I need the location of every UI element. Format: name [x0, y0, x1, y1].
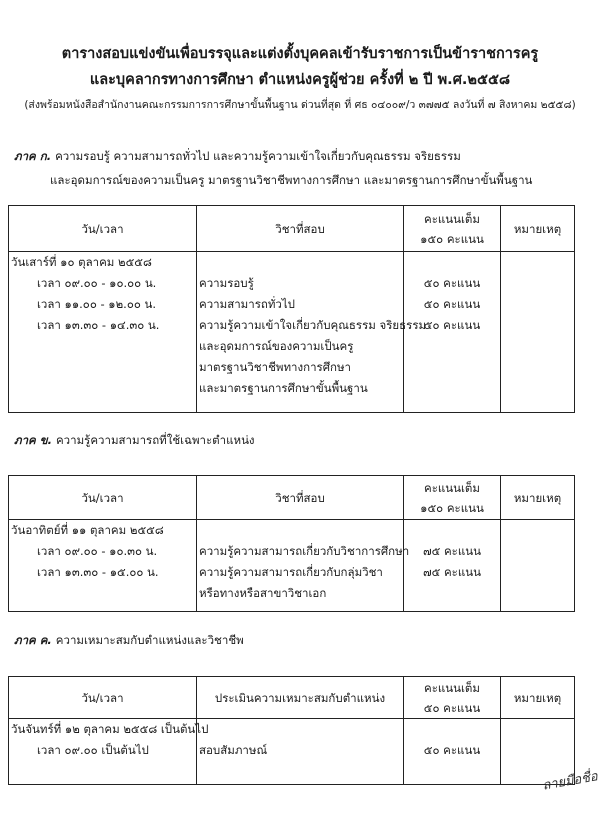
header-remark: หมายเหตุ	[501, 677, 575, 719]
subject-cell	[197, 719, 404, 785]
datetime-cell	[9, 252, 197, 413]
score-cell	[404, 252, 501, 413]
header-remark: หมายเหตุ	[501, 206, 575, 252]
section-b-heading	[14, 432, 589, 450]
subject-line: ความรู้ความเข้าใจเกี่ยวกับคุณธรรม จริยธรรม	[199, 318, 427, 332]
score-value: ๕๐ คะแนน	[423, 297, 481, 311]
header-score-label: คะแนนเต็ม	[424, 680, 480, 695]
header-subject: วิชาที่สอบ	[197, 476, 404, 520]
exam-date: วันเสาร์ที่ ๑๐ ตุลาคม ๒๕๕๘	[11, 255, 152, 269]
subject-line: และอุดมการณ์ของความเป็นครู	[199, 339, 354, 353]
subject-line: ความรู้ความสามารถเกี่ยวกับกลุ่มวิชา	[199, 565, 383, 579]
datetime-cell	[9, 719, 209, 785]
section-a-table	[8, 205, 575, 413]
subject-line: ความรู้ความสามารถเกี่ยวกับวิชาการศึกษา	[199, 544, 410, 558]
section-b-title: ความรู้ความสามารถที่ใช้เฉพาะตำแหน่ง	[55, 433, 255, 447]
score-value: ๕๐ คะแนน	[423, 276, 481, 290]
subject-cell	[197, 252, 427, 413]
score-cell	[404, 719, 501, 785]
score-value: ๕๐ คะแนน	[423, 318, 481, 332]
exam-time: เวลา ๐๙.๐๐ - ๑๐.๓๐ น.	[37, 544, 158, 558]
header-datetime: วัน/เวลา	[9, 476, 197, 520]
subject-line: ความสามารถทั่วไป	[199, 297, 295, 311]
header-score-total: ๕๐ คะแนน	[423, 700, 481, 715]
datetime-cell	[9, 520, 197, 612]
exam-time: เวลา ๑๓.๓๐ - ๑๔.๓๐ น.	[37, 318, 160, 332]
section-c-heading	[14, 632, 589, 650]
section-a-heading	[14, 148, 589, 190]
header-score	[404, 677, 501, 719]
score-value: ๕๐ คะแนน	[423, 743, 481, 757]
subject-line: หรือทางหรือสาขาวิชาเอก	[199, 586, 327, 600]
header-score-label: คะแนนเต็ม	[424, 211, 480, 226]
exam-time: เวลา ๑๑.๐๐ - ๑๒.๐๐ น.	[37, 297, 157, 311]
score-cell	[404, 520, 501, 612]
document-subtitle: (ส่งพร้อมหนังสือสำนักงานคณะกรรมการการศึกษาขั้นพื้นฐาน ด่วนที่สุด ที่ ศธ ๐๔๐๐๙/ว ๓๗๗๕ ลงวันที่ ๗ สิงหาคม ๒๕๕๘)	[24, 99, 576, 111]
score-value: ๗๕ คะแนน	[422, 544, 481, 558]
header-assessment: ประเมินความเหมาะสมกับตำแหน่ง	[197, 677, 404, 719]
section-a-label: ภาค ก.	[14, 149, 52, 163]
exam-time: เวลา ๑๓.๓๐ - ๑๕.๐๐ น.	[37, 565, 159, 579]
section-c-title: ความเหมาะสมกับตำแหน่งและวิชาชีพ	[55, 633, 244, 647]
section-b-table	[8, 475, 575, 612]
exam-time: เวลา ๐๙.๐๐ เป็นต้นไป	[37, 743, 149, 757]
remark-cell	[501, 252, 575, 413]
document-title-line2: และบุคลากรทางการศึกษา ตำแหน่งครูผู้ช่วย ครั้งที่ ๒ ปี พ.ศ.๒๕๕๘	[89, 72, 511, 88]
header-score	[404, 476, 501, 520]
section-a-title-cont: และอุดมการณ์ของความเป็นครู มาตรฐานวิชาชีพทางการศึกษา และมาตรฐานการศึกษาขั้นพื้นฐาน	[50, 173, 533, 187]
header-score-total: ๑๕๐ คะแนน	[420, 500, 484, 515]
exam-time: เวลา ๐๙.๐๐ - ๑๐.๐๐ น.	[37, 276, 157, 290]
subject-cell	[197, 520, 410, 612]
subject-line: ความรอบรู้	[199, 276, 254, 290]
header-score-label: คะแนนเต็ม	[424, 480, 480, 495]
header-remark: หมายเหตุ	[501, 476, 575, 520]
subject-line: และมาตรฐานการศึกษาขั้นพื้นฐาน	[199, 381, 368, 395]
section-a-title: ความรอบรู้ ความสามารถทั่วไป และความรู้ความเข้าใจเกี่ยวกับคุณธรรม จริยธรรม	[55, 149, 461, 163]
header-score-total: ๑๕๐ คะแนน	[420, 231, 484, 246]
document-title-line1: ตารางสอบแข่งขันเพื่อบรรจุและแต่งตั้งบุคคลเข้ารับราชการเป็นข้าราชการครู	[61, 46, 539, 62]
header-subject: วิชาที่สอบ	[197, 206, 404, 252]
header-score	[404, 206, 501, 252]
handwritten-signature: ลายมือชื่อ	[541, 769, 599, 794]
exam-date: วันอาทิตย์ที่ ๑๑ ตุลาคม ๒๕๕๘	[11, 523, 164, 537]
section-c-label: ภาค ค.	[14, 633, 52, 647]
section-b-label: ภาค ข.	[14, 433, 52, 447]
exam-date: วันจันทร์ที่ ๑๒ ตุลาคม ๒๕๕๘ เป็นต้นไป	[11, 722, 209, 736]
score-value: ๗๕ คะแนน	[422, 565, 481, 579]
section-c-table	[8, 676, 575, 785]
header-datetime: วัน/เวลา	[9, 206, 197, 252]
remark-cell	[501, 520, 575, 612]
subject-line: สอบสัมภาษณ์	[199, 743, 268, 757]
header-datetime: วัน/เวลา	[9, 677, 197, 719]
subject-line: มาตรฐานวิชาชีพทางการศึกษา	[199, 360, 352, 374]
